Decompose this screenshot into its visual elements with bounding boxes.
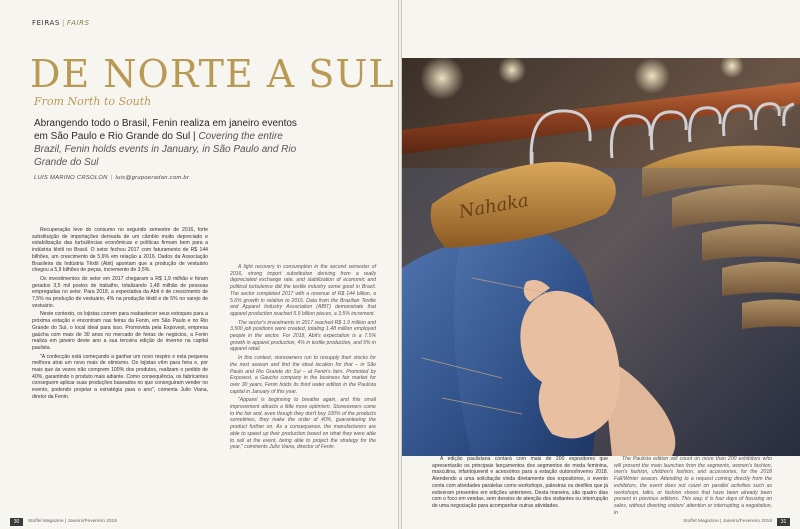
footer-text: Stoffel Magazine | Janeiro/Fevereiro 2018 bbox=[28, 519, 117, 524]
paragraph: "A confecção está começando a ganhar um novo respiro e esta pequena melhora atrai um novo mais de otimismo. Os lojistas vêm para feira e, por mais que às vezes não comprem 100% dos produtos, realizam o pedido de 40%, garantindo o produto mais adiante. Como consequência, os fabricantes conseguem aplicar suas produções baseados no que conseguiram vender no evento, podendo projetar a estratégia para o ano", comenta Julio Viana, diretor da Fenin. bbox=[32, 353, 208, 400]
author-name: LUIS MARINO CRSOLON bbox=[34, 175, 108, 181]
paragraph: A edição paulistana contará com mais de 200 expositores que apresentarão os principais lançamentos dos segmentos de moda feminina, masculina, infantojuvenil e acessórios para a estação outono/inverno 2018. Atendendo a uma solicitação vinda diretamente dos expositores, o evento conta com atividades paralelas como workshops, palestras ou desfiles que já estiveram presentes em edições anteriores. Desta maneira, são quatro dias com o foco em vendas, sem desvios de atenção dos visitantes ou interrupção de uma negociação para acompanhar outras atividades. bbox=[432, 456, 608, 509]
right-page bbox=[402, 0, 800, 529]
paragraph: Os investimentos do setor em 2017 chegaram a R$ 1,9 milhão e foram gerados 3,5 mil postos de trabalho, totalizando 1,48 milhão de pessoas empregadas no setor. Para 2018, a expectativa da Abit é de crescimento de 7,5% na produção de vestuário, 4% na produção têxtil e de 5% no varejo de vestuário. bbox=[32, 275, 208, 309]
page-footer bbox=[402, 515, 800, 529]
body-column-english bbox=[230, 264, 376, 453]
section-label bbox=[32, 19, 90, 27]
body-column-portuguese bbox=[32, 227, 208, 403]
byline bbox=[34, 175, 189, 181]
left-page bbox=[0, 0, 398, 529]
lede-portuguese: Abrangendo todo o Brasil, Fenin realiza em janeiro eventos em São Paulo e Rio Grande do Sul | bbox=[34, 118, 297, 142]
section-name-en: FAIRS bbox=[66, 19, 90, 27]
paragraph: Recuperação leve do consumo no segundo semestre de 2016, forte substituição de importações derivada de um câmbio muito depreciado e estabilização das turbulências econômicas e políticas firmam bem para a indústria têxtil no Brasil. O setor fechou 2017 com faturamento de R$ 144 bilhões, um crescimento de 5,6% em relação a 2016. Dados da Associação Brasileira da Indústria Têxtil (Abit) apontam que a produção de vestuário chegou a 5,9 bilhões de peças, incremento de 3,5%. bbox=[32, 227, 208, 274]
lede-english: Covering the entire Brazil, Fenin holds events in January, in São Paulo and Rio Grande do Sul bbox=[34, 131, 297, 168]
byline-separator: | bbox=[110, 175, 113, 181]
body-column-portuguese bbox=[432, 456, 608, 512]
section-name: FEIRAS bbox=[32, 19, 60, 27]
hanger-brand: Nahaka bbox=[457, 190, 531, 223]
page-footer bbox=[0, 515, 398, 529]
paragraph: In this context, storeowners run to resupply their stocks for the next season and find the ideal location for that – in São Paulo and Rio Grande do Sul – at Fenin's fairs. Promoted by Expovest, a Gaucho company in the business fair market for over 30 years, Fenin holds its third water edition in the Paulista capital in January of this year. bbox=[230, 355, 376, 395]
paragraph: Neste contexto, os lojistas correm para reabastecer seus estoques para a próxima estação e encontram nas feiras da Fenin, em São Paulo e no Rio Grande do Sul, o local ideal para isso. Promovida pela Expovest, empresa gaúcha com mais de 30 anos no mercado de feiras de negócios, a Fenin realiza em janeiro deste ano a sua terceira edição de inverno na capital paulista. bbox=[32, 311, 208, 351]
paragraph: A light recovery in consumption in the second semester of 2016, strong import substitution deriving from a really depreciated exchange rate, and stabilization of economic and political turbulence did the textile industry some good in Brazil. The sector completed 2017 with a revenue of R$ 144 billion, a 5.6% growth in relation to 2016. Data from the Brazilian Textile and Apparel Industry Association (ABIT) demonstrate that apparel production reached 5.9 billion pieces, a 3.5% increment. bbox=[230, 264, 376, 317]
article-title: DE NORTE A SUL bbox=[30, 52, 395, 96]
clothing-rack-photo bbox=[402, 58, 800, 456]
body-column-english bbox=[614, 456, 772, 518]
page-number: 30 bbox=[10, 518, 23, 526]
footer-text: Stoffel Magazine | Janeiro/Fevereiro 2018 bbox=[683, 519, 772, 524]
paragraph: "Apparel is beginning to breathe again, and this small improvement attracts a little more optimism. Storeowners come to the fair and, even though they don't buy 100% of the products sometimes, they make the order of 40%, guaranteeing the product further on. As a consequence, the manufacturers are able to speed up their production based on what they were able to sell at the event, being able to project the strategy for the year," comments Julio Viana, director of Fenin. bbox=[230, 397, 376, 451]
article-lede bbox=[34, 117, 304, 169]
page-number: 31 bbox=[777, 518, 790, 526]
paragraph: The sector's investments in 2017 reached R$ 1.9 million and 3,500 job positions were created, totaling 1.48 million employed people in the sector. For 2018, Abit's expectation is a 7.5% growth in apparel production, 4% in textile production, and 5% in apparel retail. bbox=[230, 319, 376, 353]
article-subtitle: From North to South bbox=[34, 95, 152, 108]
paragraph: The Paulista edition will count on more than 200 exhibitors who will present the main launches from the segments, women's fashion, men's fashion, children's fashion, and accessories, for the 2018 Fall/Winter season. Attending to a request coming directly from the exhibitors, the event does not count on parallel activities such as workshops, talks, or fashion shows that have been already been present in previous editions. This way, it is four days of focusing on sales, without diverting visitors' attention or interrupting a negotiation, in bbox=[614, 456, 772, 516]
author-email: luis@grupoeradan.com.br bbox=[115, 175, 190, 181]
section-separator: | bbox=[61, 19, 65, 27]
